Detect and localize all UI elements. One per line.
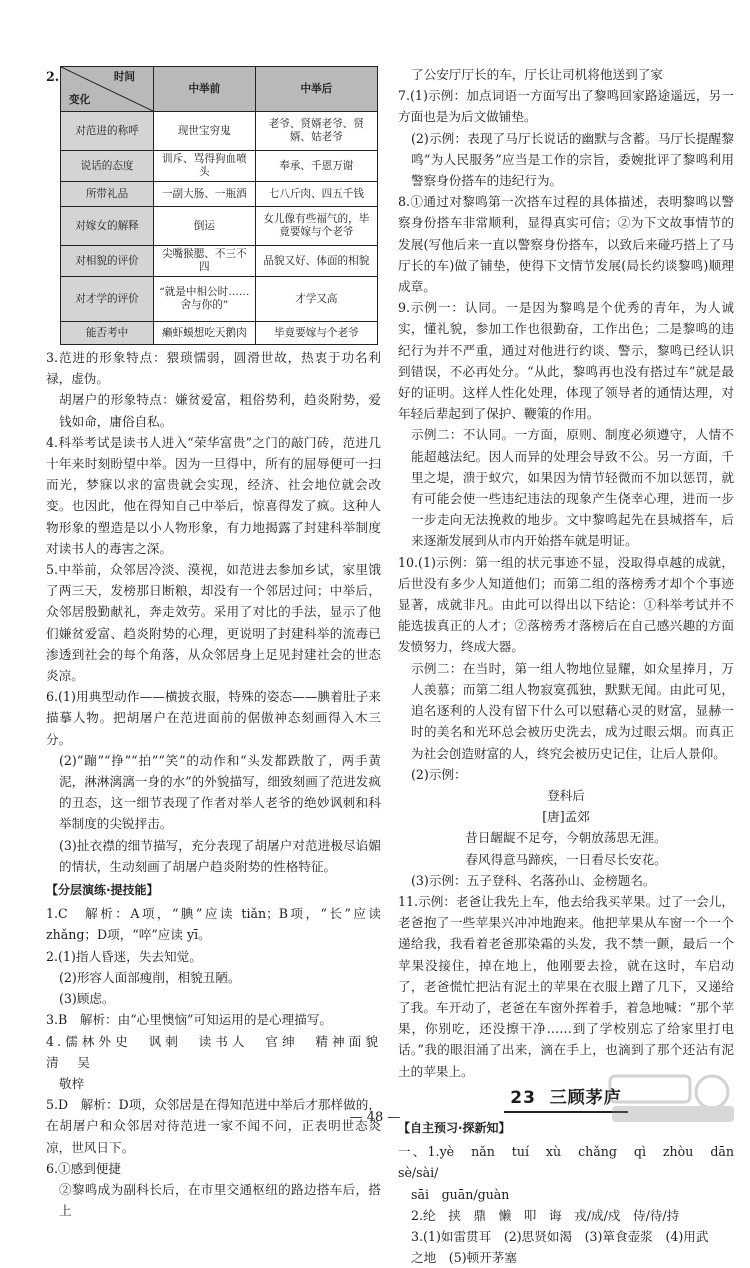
preview-1a: 一、1.yè nǎn tuí xù chǎng qì zhòu dān sè/sài/: [398, 1144, 747, 1181]
table-row: [61, 322, 378, 345]
cell-before: 尖嘴猴腮、不三不四: [154, 246, 256, 277]
cell-before: 一副大肠、一瓶酒: [154, 182, 256, 207]
left-column: [46, 66, 397, 1221]
question-number: 2.: [46, 69, 60, 84]
row-label: 对才学的评价: [61, 277, 154, 322]
answer-10b: 示例二：在当时，第一组人物地位显耀，如众星捧月，万人羡慕；而第二组人物寂寞孤独，默默无闻。由此可见，追名逐利的人没有留下什么可以慰藉心灵的财富，显赫一时的美名和光环总会被历史洗去，成为过眼云烟。而真正为社会创造财富的人，终究会被历史记住，让后人景仰。: [411, 660, 734, 761]
cell-before: 训斥、骂得狗血喷头: [154, 151, 256, 182]
table-header-row: [61, 67, 378, 112]
cell-after: 才学又高: [255, 277, 377, 322]
row-label: 对嫁女的解释: [61, 207, 154, 246]
comparison-table-block: [46, 66, 381, 345]
header-after: 中举后: [255, 67, 377, 112]
header-before: 中举前: [154, 67, 256, 112]
practice-2b: (2)形容人面部瘦削，相貌丑陋。: [59, 969, 241, 985]
cell-before: 倒运: [154, 207, 256, 246]
answer-4: 4.科举考试是读书人进入“荣华富贵”之门的敲门砖，范进几十年来时刻盼望中举。因为一旦得中，所有的屈辱便可一扫而光，梦寐以求的富贵就会实现，经济、社会地位就会改变。也因此，他在得知自己中举后，惊喜得发了疯。这种人物形象的塑造是以小人物形象，有力地揭露了封建科举制度对读书人的毒害之深。: [46, 434, 381, 556]
practice-6a: 6.①感到便捷: [46, 1160, 121, 1176]
practice-4b: 敬梓: [59, 1075, 85, 1091]
continued-line: 了公安厅厅长的车，厅长让司机将他送到了家: [411, 67, 663, 82]
answer-3a: 3.范进的形象特点：猥琐懦弱，圆滑世故，热衷于功名利禄，虚伪。: [46, 350, 381, 387]
section-header-practice: 【分层演练·提技能】: [46, 883, 159, 898]
preview-1b: sāi guān/guàn: [411, 1186, 510, 1202]
watermark-logo: [608, 1072, 738, 1124]
poem-author: [唐]孟郊: [542, 809, 590, 825]
preview-3a: 3.(1)如雷贯耳 (2)思贤如渴 (3)箪食壶浆 (4)用武: [411, 1228, 709, 1244]
answer-6b: (2)“蹦”“挣”“拍”“笑”的动作和“头发都跌散了，两手黄泥，淋淋漓漓一身的水”的外貌描写，细致刻画了范进发疯的丑态，这一细节表现了作者对举人老爷的绝妙讽刺和科举制度的尖锐抨击。: [59, 752, 381, 832]
table-row: [61, 277, 378, 322]
answer-3b: 胡屠户的形象特点：嫌贫爱富，粗俗势利，趋炎附势，爱钱如命，庸俗自私。: [59, 392, 381, 429]
practice-6b: ②黎鸣成为副科长后，在市里交通枢纽的路边搭车后，搭上: [59, 1181, 381, 1219]
row-label: 对相貌的评价: [61, 246, 154, 277]
cell-after: 毕竟要嫁与个老爷: [255, 322, 377, 345]
practice-2a: 2.(1)指人昏迷，失去知觉。: [46, 948, 202, 964]
cell-before: “就是中相公时……舍与你的”: [154, 277, 256, 322]
header-change: 变化: [69, 94, 91, 106]
answer-6a: 6.(1)用典型动作——横披衣服，特殊的姿态——腆着肚子来描摹人物。把胡屠户在范进面前的倨傲神态刻画得入木三分。: [46, 689, 381, 747]
table-row: [61, 112, 378, 151]
practice-1: 1.C 解析：A项，“腆”应读 tiǎn；B项，“长”应读 zhǎng；D项，“啐”应读 yī。: [46, 906, 381, 943]
lesson-number: 23: [510, 1087, 536, 1108]
table-row: [61, 246, 378, 277]
answer-7b: (2)示例：表现了马厅长说话的幽默与含蓄。马厅长提醒黎鸣“为人民服务”应当是工作的宗旨，委婉批评了黎鸣利用警察身份搭车的违纪行为。: [411, 130, 734, 189]
cell-after: 七八斤肉、四五千钱: [255, 182, 377, 207]
practice-3: 3.B 解析：由“心里懊恼”可知运用的是心理描写。: [46, 1012, 333, 1028]
cell-before: 癞虾蟆想吃天鹅肉: [154, 322, 256, 345]
practice-4a: 4.儒林外史 讽刺 读书人 官绅 精神面貌 清 吴: [46, 1033, 397, 1070]
row-label: 说话的态度: [61, 151, 154, 182]
cell-after: 品貌又好、体面的相貌: [255, 246, 377, 277]
practice-5: 5.D 解析：D项，众邻居是在得知范进中举后才那样做的，在胡屠户和众邻居对待范进一家不闻不问，正表明世态炎凉，世风日下。: [46, 1097, 381, 1155]
answer-5: 5.中举前，众邻居冷淡、漠视，如范进去参加乡试，家里饿了两三天，发榜那日断粮，却没有一个邻居过问；中举后，众邻居殷勤献礼，奔走效劳。采用了对比的手法，显示了他们嫌贫爱富、趋炎附势的心理，更说明了封建科举的流毒已渗透到社会的每个角落，从众邻居身上足见封建社会的世态炎凉。: [46, 562, 381, 684]
row-label: 对范进的称呼: [61, 112, 154, 151]
poem-line-1: 昔日龌龊不足夸，今朝放荡思无涯。: [465, 830, 667, 846]
cell-after: 女儿像有些福气的，毕竟要嫁与个老爷: [255, 207, 377, 246]
row-label: 能否考中: [61, 322, 154, 345]
preview-3b: 之地 (5)顿开茅塞: [411, 1250, 517, 1266]
answer-9b: 示例二：不认同。一方面，原则、制度必须遵守，人情不能超越法纪。因人而异的处理会导致不公。另一方面，千里之堤，溃于蚁穴，如果因为情节轻微而不加以惩罚，就有可能会使一些违纪违法的现象产生侥幸心理，进而一步一步走向无法挽救的地步。文中黎鸣起先在县城搭车，后来逐渐发展到从市内开始搭车就是明证。: [411, 427, 734, 549]
table-row: [61, 182, 378, 207]
answer-10c: (2)示例：: [411, 766, 467, 782]
page-number: — 48 —: [349, 1110, 401, 1125]
row-label: 所带礼品: [61, 182, 154, 207]
answer-9a: 9.示例一：认同。一是因为黎鸣是个优秀的青年，为人诚实，懂礼貌，参加工作也很勤奋，工作出色；二是黎鸣的违纪行为并不严重，通过对他进行约谈、警示，黎鸣已经认识到错误，不必再处分。“从此，黎鸣再也没有搭过车”就是最好的证明。这样人性化处理，体现了领导者的通情达理，对年轻后辈起到了保护、鞭策的作用。: [398, 300, 734, 422]
lesson-name: 三顾茅庐: [549, 1087, 622, 1108]
cell-before: 现世宝穷鬼: [154, 112, 256, 151]
answer-11: 11.示例：老爸让我先上车，他去给我买苹果。过了一会儿，老爸抱了一些苹果兴冲冲地跑来。他把苹果从车窗一个一个递给我，我看着老爸那染霜的头发，我不禁一颤，最后一个苹果没接住，掉在地上，他刚要去捡，就在这时，车启动了，老爸慌忙把沾有泥土的苹果在衣服上蹭了几下，又递给了我。车开动了，老爸在车窗外挥着手，着急地喊：“那个苹果，你别吃，还没擦干净……到了学校别忘了给家里打电话。”我的眼泪涌了出来，滴在手上，也滴到了那个还沾有泥土的苹果上。: [398, 893, 734, 1079]
cell-after: 奉承、千恩万谢: [255, 151, 377, 182]
comparison-table: [60, 66, 378, 345]
answer-10d: (3)示例：五子登科、名落孙山、金榜题名。: [411, 872, 656, 888]
table-row: [61, 207, 378, 246]
answer-6c: (3)扯衣襟的细节描写，充分表现了胡屠户对范进极尽谄媚的情状，生动刻画了胡屠户趋炎附势的性格特征。: [59, 837, 381, 874]
poem-title: 登科后: [547, 787, 585, 803]
answer-7a: 7.(1)示例：加点词语一方面写出了黎鸣回家路途遥远，另一方面也是为后文做铺垫。: [398, 88, 734, 125]
diagonal-header-cell: [61, 67, 154, 112]
table-row: [61, 151, 378, 182]
cell-after: 老爷、贤婿老爷、贤婿、姑老爷: [255, 112, 377, 151]
practice-2c: (3)顾虑。: [59, 991, 115, 1007]
section-header-preview: 【自主预习·探新知】: [398, 1120, 511, 1135]
header-time: 时间: [113, 71, 135, 83]
poem-line-2: 春风得意马蹄疾，一日看尽长安花。: [465, 851, 667, 867]
answer-10a: 10.(1)示例：第一组的状元事迹不显，没取得卓越的成就，后世没有多少人知道他们；而第二组的落榜秀才却个个事迹显著，成就非凡。由此可以得出以下结论：①科举考试并不能选拔真正的人才；②落榜秀才落榜后在自己感兴趣的方面发愤努力，终成大器。: [398, 554, 734, 655]
answer-8: 8.①通过对黎鸣第一次搭车过程的具体描述，表明黎鸣以警察身份搭车非常顺利，显得真实可信；②为下文故事情节的发展(写他后来一直以警察身份搭车，以致后来碰巧搭上了马厅长的车)做了铺垫，使得下文情节发展(局长约谈黎鸣)顺理成章。: [398, 194, 734, 295]
preview-2: 2.纶 挟 鼎 懒 叩 诲 戎/成/戍 侍/待/持: [411, 1207, 680, 1223]
